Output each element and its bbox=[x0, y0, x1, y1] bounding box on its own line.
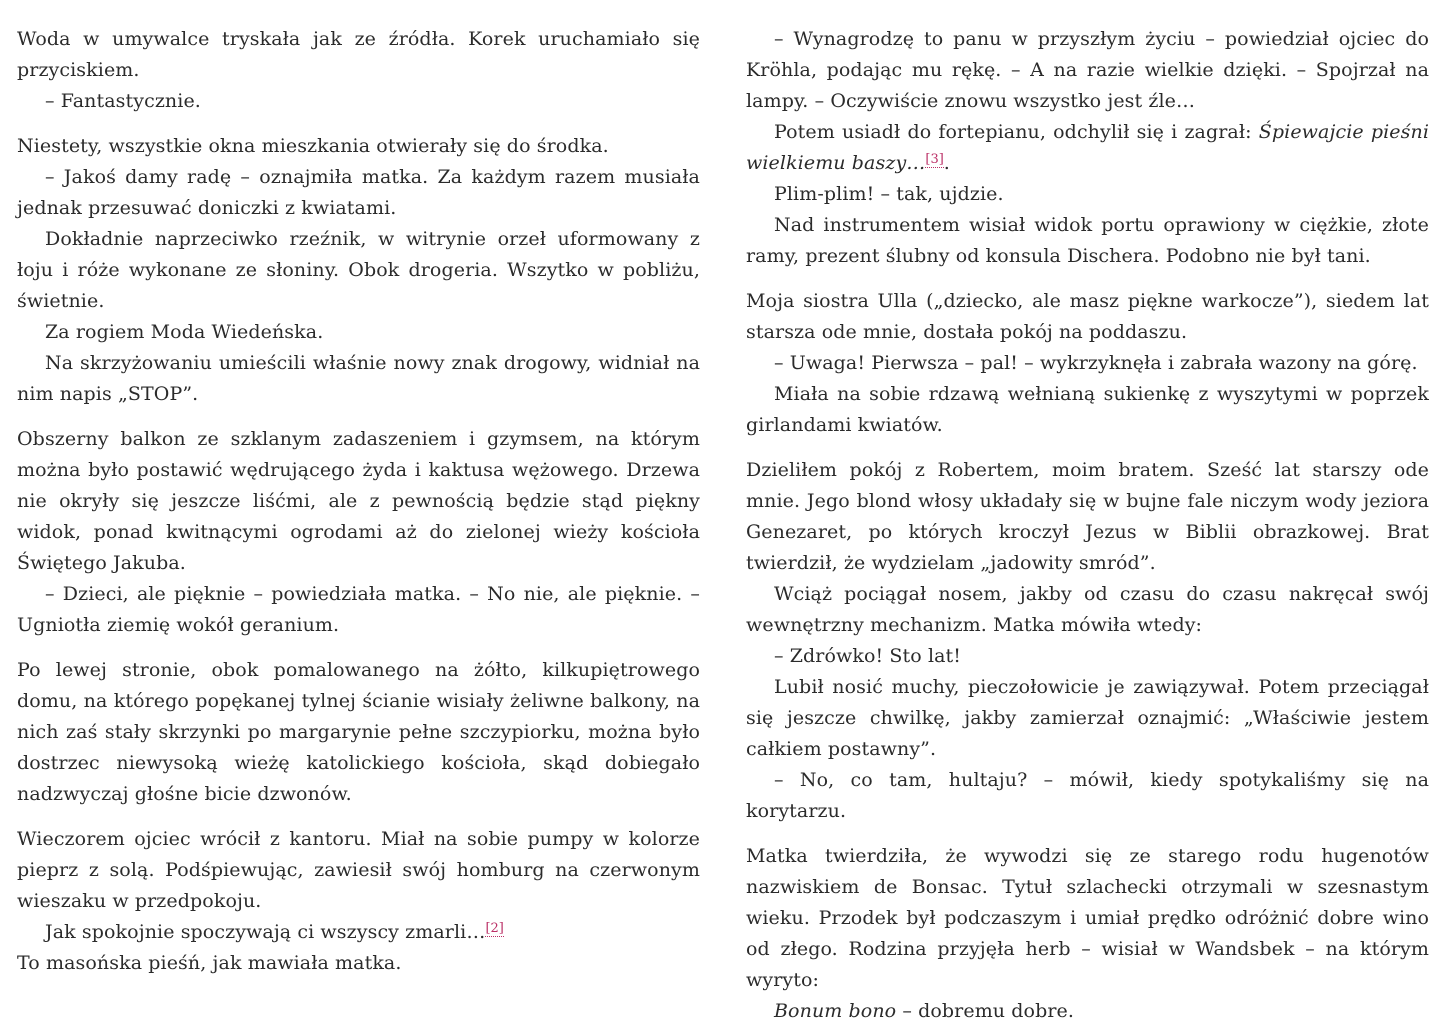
text-column-left bbox=[17, 24, 700, 1027]
footnote-link[interactable]: [2] bbox=[485, 921, 504, 936]
paragraph bbox=[17, 655, 700, 810]
text-run: – Uwaga! Pierwsza – pal! – wykrzyknęła i zabrała wazony na górę. bbox=[774, 352, 1418, 374]
paragraph bbox=[17, 224, 700, 317]
text-run: – dobremu dobre. bbox=[896, 1000, 1075, 1022]
text-run: Plim-plim! – tak, ujdzie. bbox=[774, 183, 1004, 205]
paragraph bbox=[17, 579, 700, 641]
text-run: – No, co tam, hultaju? – mówił, kiedy spotykaliśmy się na korytarzu. bbox=[746, 769, 1429, 822]
text-run: Lubił nosić muchy, pieczołowicie je zawiązywał. Potem przeciągał się jeszcze chwilkę, jakby zamierzał oznajmić: „Właściwie jestem całkiem postawny”. bbox=[746, 676, 1429, 760]
paragraph bbox=[17, 917, 700, 948]
text-run: Wciąż pociągał nosem, jakby od czasu do czasu nakręcał swój wewnętrzny mechanizm. Matka mówiła wtedy: bbox=[746, 583, 1429, 636]
paragraph bbox=[17, 131, 700, 162]
paragraph bbox=[17, 317, 700, 348]
text-run: Jak spokojnie spoczywają ci wszyscy zmarli… bbox=[45, 921, 486, 943]
text-run: – Zdrówko! Sto lat! bbox=[774, 645, 962, 667]
text-run: Wieczorem ojciec wrócił z kantoru. Miał na sobie pumpy w kolorze pieprz z solą. Podśpiewując, zawiesił swój homburg na czerwonym wieszaku w przedpokoju. bbox=[17, 828, 700, 912]
text-run: Moja siostra Ulla („dziecko, ale masz piękne warkocze”), siedem lat starsza ode mnie, dostała pokój na poddaszu. bbox=[746, 290, 1429, 343]
text-run: Niestety, wszystkie okna mieszkania otwierały się do środka. bbox=[17, 135, 609, 157]
paragraph bbox=[746, 348, 1429, 379]
paragraph bbox=[17, 86, 700, 117]
paragraph bbox=[746, 996, 1429, 1027]
paragraph bbox=[746, 379, 1429, 441]
paragraph bbox=[746, 579, 1429, 641]
italic-text: Bonum bono bbox=[774, 1000, 897, 1022]
text-run: Na skrzyżowaniu umieścili właśnie nowy znak drogowy, widniał na nim napis „STOP”. bbox=[17, 352, 700, 405]
text-run: . bbox=[943, 152, 950, 174]
text-run: – Dzieci, ale pięknie – powiedziała matka. – No nie, ale pięknie. – Ugniotła ziemię wokół geranium. bbox=[17, 583, 700, 636]
paragraph bbox=[746, 179, 1429, 210]
text-run: Dzieliłem pokój z Robertem, moim bratem. Sześć lat starszy ode mnie. Jego blond włosy układały się w bujne fale niczym wody jeziora Genezaret, po których kroczył Jezus w Biblii obrazkowej. Brat twierdził, że wydzielam „jadowity smród”. bbox=[746, 459, 1429, 574]
text-run: Po lewej stronie, obok pomalowanego na żółto, kilkupiętrowego domu, na którego popękanej tylnej ścianie wisiały żeliwne balkony, na nich zaś stały skrzynki po margarynie pełne szczypiorku, można było dostrzec niewysoką wieżę katolickiego kościoła, skąd dobiegało nadzwyczaj głośne bicie dzwonów. bbox=[17, 659, 700, 805]
text-run: Woda w umywalce tryskała jak ze źródła. Korek uruchamiało się przyciskiem. bbox=[17, 28, 700, 81]
text-run: Potem usiadł do fortepianu, odchylił się i zagrał: bbox=[774, 121, 1259, 143]
text-run: – Wynagrodzę to panu w przyszłym życiu – powiedział ojciec do Kröhla, podając mu rękę. – A na razie wielkie dzięki. – Spojrzał na lampy. – Oczywiście znowu wszystko jest źle… bbox=[746, 28, 1429, 112]
paragraph bbox=[746, 117, 1429, 179]
text-column-right bbox=[746, 24, 1429, 1027]
paragraph bbox=[17, 824, 700, 917]
footnote-link[interactable]: [3] bbox=[925, 152, 944, 167]
text-run: Dokładnie naprzeciwko rzeźnik, w witrynie orzeł uformowany z łoju i róże wykonane ze słoniny. Obok drogeria. Wszytko w pobliżu, świetnie. bbox=[17, 228, 700, 312]
paragraph bbox=[746, 455, 1429, 579]
paragraph bbox=[746, 765, 1429, 827]
paragraph bbox=[17, 424, 700, 579]
paragraph bbox=[746, 24, 1429, 117]
italic-text: Śpiewajcie pieśni wielkiemu baszy… bbox=[746, 121, 1429, 174]
paragraph bbox=[746, 641, 1429, 672]
paragraph bbox=[746, 210, 1429, 272]
text-run: Nad instrumentem wisiał widok portu oprawiony w ciężkie, złote ramy, prezent ślubny od konsula Dischera. Podobno nie był tani. bbox=[746, 214, 1429, 267]
paragraph bbox=[17, 24, 700, 86]
paragraph bbox=[17, 162, 700, 224]
text-run: To masońska pieśń, jak mawiała matka. bbox=[17, 952, 402, 974]
paragraph bbox=[17, 948, 700, 979]
paragraph bbox=[746, 841, 1429, 996]
text-run: – Jakoś damy radę – oznajmiła matka. Za każdym razem musiała jednak przesuwać doniczki z kwiatami. bbox=[17, 166, 700, 219]
paragraph bbox=[746, 672, 1429, 765]
text-run: Matka twierdziła, że wywodzi się ze starego rodu hugenotów nazwiskiem de Bonsac. Tytuł szlachecki otrzymali w szesnastym wieku. Przodek był podczaszym i umiał prędko odróżnić dobre wino od złego. Rodzina przyjęła herb – wisiał w Wandsbek – na którym wyryto: bbox=[746, 845, 1429, 991]
paragraph bbox=[746, 286, 1429, 348]
text-run: – Fantastycznie. bbox=[45, 90, 201, 112]
text-run: Za rogiem Moda Wiedeńska. bbox=[45, 321, 324, 343]
paragraph bbox=[17, 348, 700, 410]
text-run: Obszerny balkon ze szklanym zadaszeniem i gzymsem, na którym można było postawić wędrującego żyda i kaktusa wężowego. Drzewa nie okryły się jeszcze liśćmi, ale z pewnością będzie stąd piękny widok, ponad kwitnącymi ogrodami aż do zielonej wieży kościoła Świętego Jakuba. bbox=[17, 428, 700, 574]
text-run: Miała na sobie rdzawą wełnianą sukienkę z wyszytymi w poprzek girlandami kwiatów. bbox=[746, 383, 1429, 436]
